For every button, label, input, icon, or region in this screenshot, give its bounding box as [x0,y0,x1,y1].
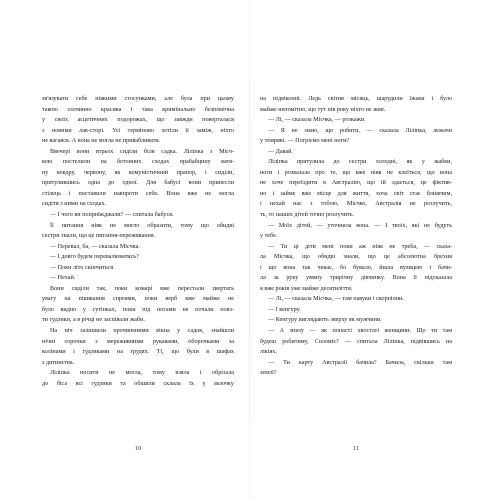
right-page-text [260,94,452,379]
text-line: Вони сиділи так, поки комарі вже перестали звертать [50,285,234,292]
text-line: ла за руку увмну трирічну дівчинку. Вона її підсказала [260,275,452,282]
text-line: — Моїх дітей, — уточнила вона. — І твоїх, які не будуть [268,222,452,229]
text-line: — Кенгуру виглядають зверху як мужчини. [268,317,382,324]
text-line: — І чого ви попрнїжджали? — спитала бабуся. [50,212,174,219]
text-line: ноги і розказала про те, що вже ніяк не клеїться, що вона [260,169,452,176]
text-line: майже непомітно, що тут пів року ніхто не жив. [260,106,386,113]
text-line: — І кенгуру. [268,306,301,313]
text-line: сестри знали, що це питання-переживання. [42,233,156,240]
text-line: притулившись одна до одної. Для бабусі вони принесли [42,180,234,187]
text-line: — Лі, — сказала Місчка, — розкажи. [268,117,366,124]
text-line: — Нехай. [50,275,76,282]
text-line: ну ковдру, червону, як комуністичний прапор, і сиділи, [42,169,234,176]
text-line: Ввечері вони втрьох сиділи біля садка. Ліліпка з Місч- [50,148,234,155]
book-gutter [249,0,250,500]
text-line: — Давай. [268,148,293,155]
text-line: ть, то наших дітей точно розлучить. [260,212,355,219]
text-line: — Ти ці діти мені поки аж ніяк не треба, — сказа- [268,243,452,250]
text-line: — Ти карту Австралії бачила? Бачила, скільки там [268,359,452,366]
text-line: Ліліпка притулила до сестри холодні, як у жабки, [268,159,452,166]
text-line: я вже років уже майже десятиліття. [260,285,353,292]
text-line: но і займе вже місце для життя, хоча світ стає ближчим, [260,190,452,197]
text-line: і нехай нас з тобою, Місчко, Австралія не розлучить, [260,201,452,208]
text-line: — А знизу — як попасті хвостаті женщини. Що ти там [268,328,452,335]
text-line: землі? [260,370,277,377]
right-page-number: 11 [352,445,360,452]
text-line: на підвіконні. Ледь світив місяць, шарудили їжаки і було [260,96,452,102]
left-page-text [42,94,234,389]
text-line: На ніч залишили прочиненими вікна у садок, знайшли [50,328,234,335]
text-line: зв'язувати себе ніякими стосунками, але була при цьому [42,96,234,102]
text-line: — Лі, — сказала Місчка, — там павуки і скорпіони. [268,296,404,303]
text-line: ти гудзики, а в річці не заспівали жаби. [42,317,145,324]
text-line: з новими лав-сторі. Усі терміново хотіли її заміж, ніхто [42,127,234,134]
text-line: не хоче переїздити в Австралію, що їй здається, це фіктив- [260,180,452,187]
text-line: Її питання ніяк не могло образити, тому що обидві [50,222,234,229]
left-page-number: 10 [134,445,142,452]
text-line: у темряві. — Погріємо мені ноги? [260,138,350,145]
text-line: нічні сорочки з мереживними рукавами, оборочками за [42,338,234,345]
text-line: не вагався. А вона не могла не привабливати. [42,138,161,145]
text-line: — І довго будем перевалюватись? [50,254,139,261]
text-line: — Я не знаю, що робити, — сказала Ліліпка, лежачи [268,127,452,134]
text-line: з дитинства. [42,359,75,366]
text-line: — Поки літо скінчиться. [50,264,115,271]
text-line: ла Місчка, що обидві знали, що це абсолютна брехня [260,254,452,261]
text-line: увагу на пшикання спреями, поки верб вже майже не [42,296,234,303]
text-line: лікіях. [260,349,277,356]
text-line: було видно у сутінках, поки під ногами не почали повз- [42,306,234,313]
text-line: Ліліпка носити не могла, тому взяла і обрізала [50,370,234,377]
text-line: сидіти з ними на сходах. [42,201,106,208]
text-line: у тебе. [260,233,278,240]
text-line: будеш робитиму, Соломіє? — спитала Ліліпка, підвівшись на [260,338,452,345]
text-line: колінами і гудзиками на грудях. Ті, що були в шафах [42,349,234,356]
text-line: стілець і поставили навпроти себе. Вона вже не могла [42,190,234,197]
text-line: такою злочинно красива і така кримінально безпомічна [42,106,234,113]
text-line: — Перевал, ба, — сказала Місчка. [50,243,140,250]
text-line: і що вона так чекає, бо бувало, йшла вулицею і бачи- [260,264,452,271]
text-line: у своїх асцетичних подорожах, що завжди поверталася [42,117,234,124]
text-line: кою постелили на бетонних сходах прабабцину ватя- [42,159,234,166]
text-line: до біса всі гудзики та обшили склала їх у вазочку [42,380,234,387]
